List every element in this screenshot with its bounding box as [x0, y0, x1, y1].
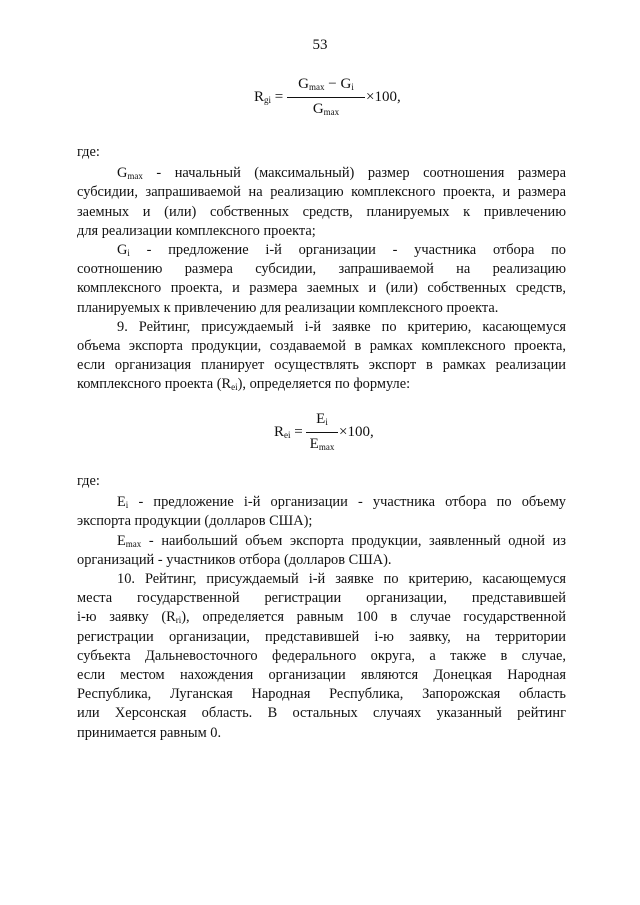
- paragraph-10-line: если местом нахождения организации являются Донецкая Народная: [77, 667, 566, 684]
- formula-lhs: $R_{gi}$ =: [254, 89, 284, 105]
- definition-gmax-line: заемных и (или) собственных средств, планируемых к привлечению: [77, 203, 566, 220]
- definition-gmax-line: субсидии, запрашиваемой на реализацию комплексного проекта, и размера: [77, 184, 566, 201]
- paragraph-10: 10. Рейтинг, присуждаемый i-й заявке по критерию, касающемуся: [117, 571, 566, 588]
- fraction-bar: [306, 432, 338, 433]
- paragraph-10-line: i-ю заявку $(R_{ri})$, определяется равным 100 в случае государственной: [77, 609, 566, 626]
- formula-numerator: $G_{max} - G_i$: [298, 76, 354, 92]
- formula-rgi: [254, 76, 401, 124]
- definition-emax-line: организаций - участников отбора (долларов США).: [77, 551, 392, 568]
- paragraph-9: 9. Рейтинг, присуждаемый i-й заявке по критерию, касающемуся: [117, 318, 566, 335]
- paragraph-9-line: если организация планирует осуществлять экспорт в рамках реализации: [77, 357, 566, 374]
- paragraph-10-line: места государственной регистрации организации, представившей: [77, 590, 566, 607]
- page-number: 53: [312, 37, 328, 53]
- paragraph-10-line: Республика, Луганская Народная Республика, Запорожская область: [77, 686, 566, 703]
- definition-gi: $G_i$ - предложение i-й организации - участника отбора по: [117, 242, 566, 259]
- formula-rei: [274, 411, 384, 459]
- paragraph-10-line: принимается равным 0.: [77, 724, 222, 741]
- formula-fraction: [287, 76, 365, 124]
- formula-fraction: [306, 411, 338, 459]
- formula-rhs: ×100,: [339, 424, 374, 440]
- definition-gmax: $G_{max}$ - начальный (максимальный) размер соотношения размера: [117, 165, 566, 182]
- definition-gi-line: планируемых к привлечению для реализации комплексного проекта.: [77, 299, 499, 316]
- definition-ei: $E_i$ - предложение i-й организации - участника отбора по объему: [117, 494, 566, 511]
- definition-gi-line: соотношению размера субсидии, запрашиваемой на реализацию: [77, 261, 566, 278]
- formula-denominator: $G_{max}$: [312, 101, 340, 117]
- formula-lhs: $R_{ei}$ =: [274, 424, 303, 440]
- where-label: где:: [77, 473, 100, 489]
- paragraph-9-line: объема экспорта продукции, создаваемой в рамках комплексного проекта,: [77, 338, 566, 355]
- paragraph-10-line: регистрации организации, представившей i-ю заявку, на территории: [77, 628, 566, 645]
- definition-emax: $E_{max}$ - наибольший объем экспорта продукции, заявленный одной из: [117, 532, 566, 549]
- definition-ei-line: экспорта продукции (долларов США);: [77, 513, 313, 530]
- where-label: где:: [77, 144, 100, 160]
- paragraph-10-line: субъекта Дальневосточного федерального округа, а также в случае,: [77, 647, 566, 664]
- fraction-bar: [287, 97, 365, 98]
- paragraph-10-line: или Херсонская область. В остальных случаях указанный рейтинг: [77, 705, 566, 722]
- body-text-block-1: [77, 143, 566, 395]
- formula-denominator: $E_{max}$: [309, 436, 335, 452]
- formula-rhs: ×100,: [366, 89, 401, 105]
- body-text-block-2: [77, 472, 566, 743]
- formula-numerator: $E_i$: [316, 411, 328, 427]
- definition-gmax-line: для реализации комплексного проекта;: [77, 222, 316, 239]
- definition-gi-line: комплексного проекта, и размера заемных и (или) собственных средств,: [77, 280, 566, 297]
- paragraph-9-line: комплексного проекта $(R_{ei})$, определяется по формуле:: [77, 376, 411, 393]
